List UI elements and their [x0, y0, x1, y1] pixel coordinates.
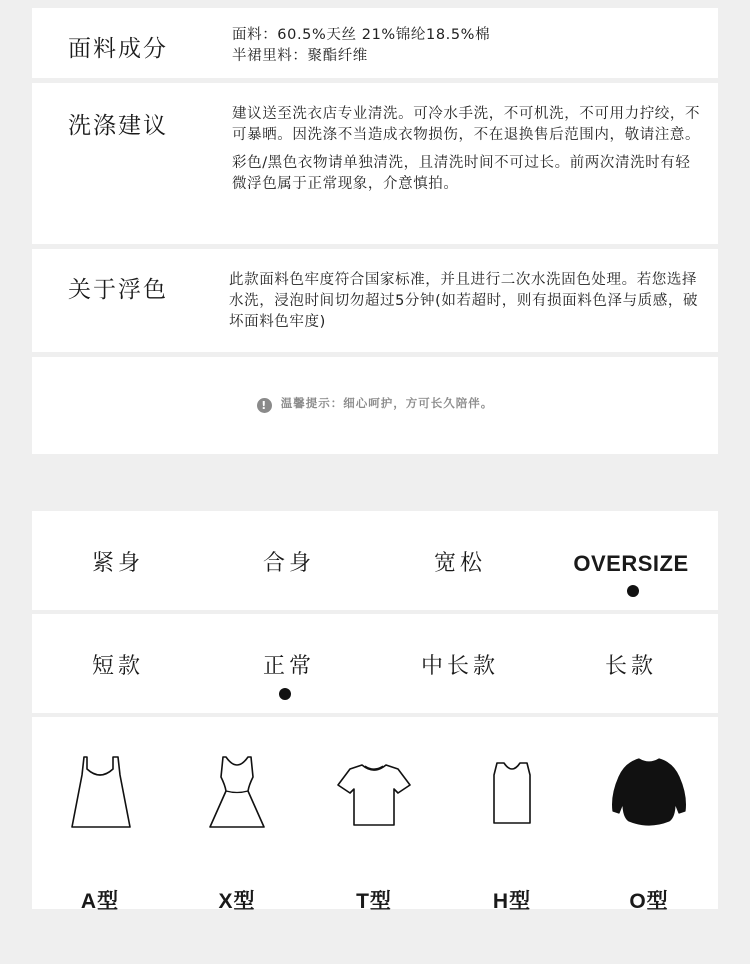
silhouette-x	[177, 755, 297, 913]
length-selected-dot	[279, 688, 291, 700]
silhouette-h-label: H型	[492, 890, 532, 913]
washing-paragraph: 彩色/黑色衣物请单独清洗，且清洗时间不可过长。前两次清洗时有轻微浮色属于正常现象，介意慎拍。	[232, 155, 691, 192]
silhouette-h	[452, 755, 572, 913]
washing-paragraph: 建议送至洗衣店专业清洗。可冷水手洗，不可机洗，不可用力拧绞，不可暴晒。因洗涤不当造成衣物损伤，不在退换售后范围内，敬请注意。	[232, 106, 701, 143]
silhouette-a-label: A型	[80, 890, 120, 913]
length-option-long: 长款	[604, 654, 657, 679]
t-shirt-icon	[334, 755, 414, 835]
fit-option-oversize: OVERSIZE	[573, 551, 689, 576]
tip-section	[32, 357, 718, 454]
tip-text: 温馨提示：细心呵护，方可长久陪伴。	[280, 396, 494, 410]
fit-row	[32, 511, 718, 610]
silhouette-t	[314, 755, 434, 913]
o-line-top-icon	[609, 755, 689, 835]
fit-option-regular: 合身	[262, 551, 315, 576]
exclamation-icon: !	[257, 398, 272, 413]
fading-section	[32, 249, 718, 352]
silhouette-row	[32, 717, 718, 913]
fabric-line: 面料：60.5%天丝 21%锦纶18.5%棉	[232, 27, 491, 43]
silhouette-a	[40, 755, 160, 913]
length-option-short: 短款	[91, 654, 144, 679]
a-line-dress-icon	[65, 755, 135, 835]
length-option-regular: 正常	[262, 654, 315, 679]
fabric-section	[32, 8, 718, 78]
fabric-title: 面料成分	[68, 36, 168, 62]
fit-option-tight: 紧身	[91, 551, 144, 576]
h-line-vest-icon	[482, 755, 542, 835]
fit-selected-dot	[627, 585, 639, 597]
tip	[32, 395, 718, 413]
fading-text: 此款面料色牢度符合国家标准，并且进行二次水洗固色处理。若您选择水洗，浸泡时间切勿超过5分钟(如若超时，则有损面料色泽与质感，破坏面料色牢度)	[229, 272, 699, 330]
washing-section	[32, 83, 718, 244]
fabric-body	[232, 25, 702, 67]
fading-title: 关于浮色	[68, 277, 168, 303]
silhouette-o-label: O型	[629, 890, 669, 913]
silhouette-t-label: T型	[356, 890, 392, 913]
fading-body	[229, 270, 699, 333]
fabric-line: 半裙里料：聚酯纤维	[232, 48, 368, 64]
x-line-dress-icon	[202, 755, 272, 835]
silhouette-x-label: X型	[218, 890, 256, 913]
length-row	[32, 614, 718, 713]
length-option-mid: 中长款	[420, 654, 499, 679]
washing-title: 洗涤建议	[68, 113, 168, 139]
washing-body	[232, 104, 702, 195]
silhouette-o	[589, 755, 709, 913]
fit-option-loose: 宽松	[433, 551, 486, 576]
